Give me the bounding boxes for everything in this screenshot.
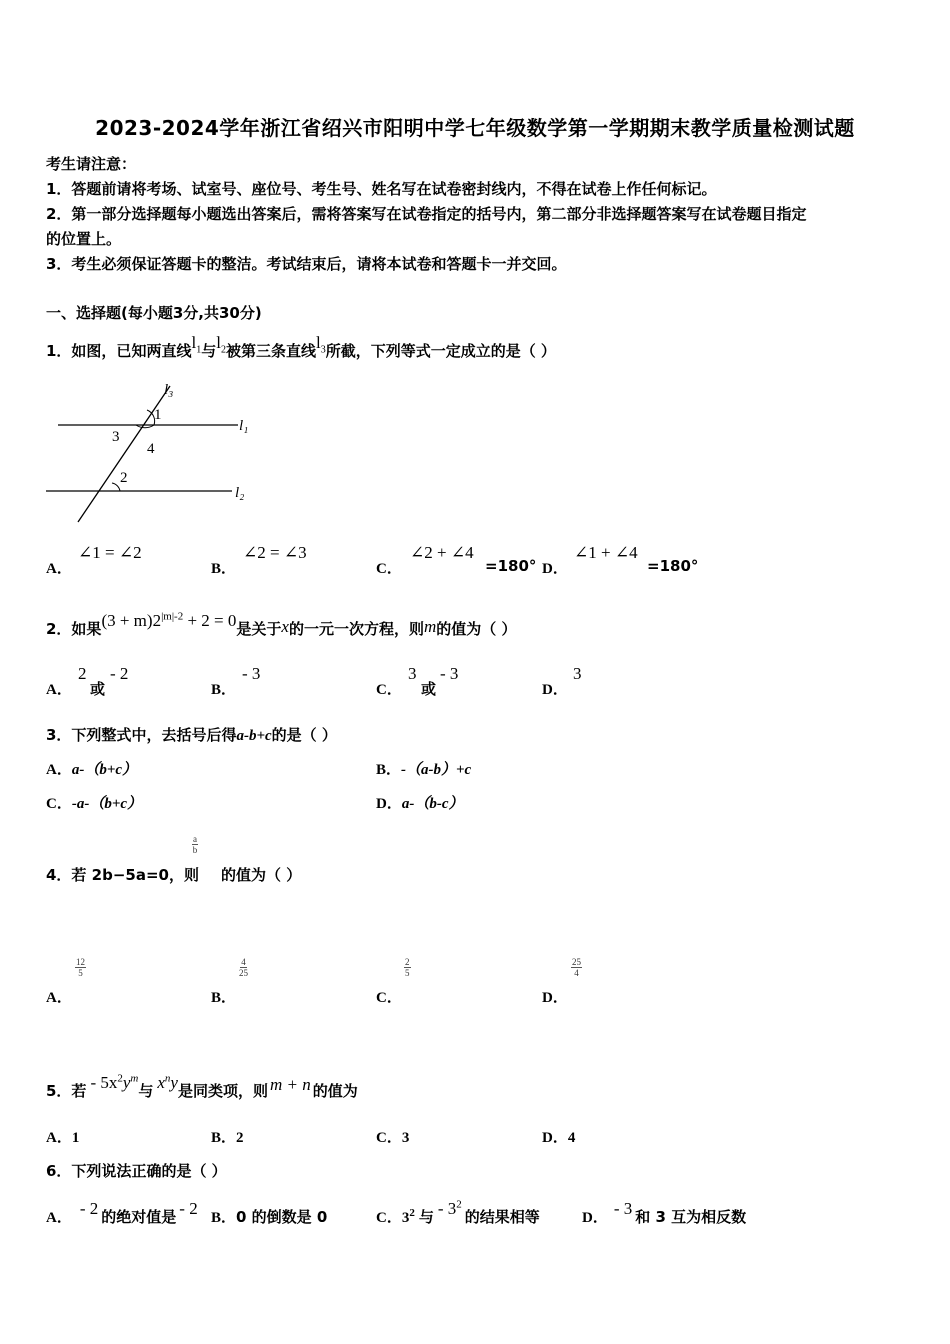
q3-option-b: B．-（a-b）+c — [376, 762, 472, 778]
q4-fraction: $\frac{a}{b}$ — [192, 834, 198, 855]
q6-option-d: D． - 3 和 3 互为相反数 — [582, 1199, 747, 1226]
q1-option-c-tail: =180° — [485, 557, 537, 575]
q1-option-a-label: A． — [46, 561, 72, 577]
question-5-stem: 5．若 - $5x^2y^m$与 $x^ny$是同类项，则 m + n 的值为 — [46, 1072, 358, 1100]
q2-option-d-val: 3 — [573, 664, 582, 683]
question-1-figure — [40, 378, 270, 528]
q1-option-a-expr: ∠1 = ∠2 — [78, 543, 142, 562]
q4-option-b-frac: $\frac{4}{25}$ — [239, 957, 248, 978]
q2-option-d-label: D． — [542, 682, 568, 698]
q1-option-b-expr: ∠2 = ∠3 — [243, 543, 307, 562]
q1-option-c-label: C． — [376, 561, 402, 577]
q2-option-a-val2: - 2 — [110, 664, 129, 683]
question-3-stem: 3．下列整式中，去括号后得a-b+c的是（ ） — [46, 726, 337, 744]
notice-heading: 考生请注意： — [46, 155, 137, 173]
fig-label-l1: l₁ — [239, 418, 249, 434]
q5-option-b: B．2 — [211, 1130, 244, 1146]
notice-item-2: 2．第一部分选择题每小题选出答案后，需将答案写在试卷指定的括号内，第二部分非选择题答案写在试卷题目指定 — [46, 205, 807, 223]
q2-option-c-label: C． — [376, 682, 402, 698]
q1-option-b-label: B． — [211, 561, 237, 577]
fig-label-l2: l₂ — [235, 485, 245, 501]
notice-item-1: 1．答题前请将考场、试室号、座位号、考生号、姓名写在试卷密封线内，不得在试卷上作任何标记。 — [46, 180, 717, 198]
q3-option-a: A．a-（b+c） — [46, 762, 138, 778]
fig-label-l3: l₃ — [164, 382, 174, 398]
q1-option-d-tail: =180° — [647, 557, 699, 575]
q4-option-d-frac: $\frac{25}{4}$ — [572, 957, 581, 978]
notice-item-3: 3．考生必须保证答题卡的整洁。考试结束后，请将本试卷和答题卡一并交回。 — [46, 255, 567, 273]
q6-option-b: B．0 的倒数是 0 — [211, 1208, 328, 1226]
fig-angle-3: 3 — [112, 429, 120, 445]
q4-option-c-frac: $\frac{2}{5}$ — [405, 957, 410, 978]
question-4-stem: 4．若 2b−5a=0，则 的值为（ ） — [46, 866, 302, 884]
q2-option-b-val: - 3 — [242, 664, 261, 683]
page-title: 2023-2024学年浙江省绍兴市阳明中学七年级数学第一学期期末教学质量检测试题 — [95, 116, 855, 140]
q1-option-d-label: D． — [542, 561, 568, 577]
q4-option-c-label: C． — [376, 990, 402, 1006]
q2-option-a-val1: 2 — [78, 664, 87, 683]
q6-option-a: A． - 2 的绝对值是 - 2 — [46, 1199, 198, 1226]
q6-option-c: C．$3^2$ 与 - $3^2$的结果相等 — [376, 1198, 540, 1226]
q4-option-d-label: D． — [542, 990, 568, 1006]
q3-option-d: D．a-（b-c） — [376, 796, 464, 812]
question-1-stem: 1．如图，已知两直线$l_1$与$l_2$被第三条直线$l_3$所截，下列等式一定成立的是（ ） — [46, 333, 556, 360]
q2-option-a-or: 或 — [90, 680, 106, 698]
q5-option-c: C．3 — [376, 1130, 410, 1146]
fig-angle-2: 2 — [120, 470, 128, 486]
q2-option-c-or: 或 — [421, 680, 437, 698]
fig-angle-4: 4 — [147, 441, 155, 457]
q2-option-c-val2: - 3 — [440, 664, 459, 683]
notice-item-2-cont: 的位置上。 — [46, 230, 122, 248]
question-2-stem: 2．如果$(3 + m)2^{|m|-2} + 2 = 0$是关于x的一元一次方程，则m的值为（ ） — [46, 610, 517, 638]
q3-option-c: C．-a-（b+c） — [46, 796, 143, 812]
q2-option-b-label: B． — [211, 682, 237, 698]
question-6-stem: 6．下列说法正确的是（ ） — [46, 1162, 227, 1180]
q1-option-d-expr: ∠1 + ∠4 — [574, 543, 638, 562]
q4-option-a-label: A． — [46, 990, 72, 1006]
section-heading: 一、选择题(每小题3分,共30分) — [46, 304, 262, 322]
q2-option-a-label: A． — [46, 682, 72, 698]
q5-option-d: D．4 — [542, 1130, 576, 1146]
q5-option-a: A．1 — [46, 1130, 80, 1146]
q4-option-a-frac: $\frac{12}{5}$ — [76, 957, 85, 978]
q2-option-c-val1: 3 — [408, 664, 417, 683]
q1-option-c-expr: ∠2 + ∠4 — [410, 543, 474, 562]
fig-angle-1: 1 — [154, 407, 162, 423]
q4-option-b-label: B． — [211, 990, 237, 1006]
